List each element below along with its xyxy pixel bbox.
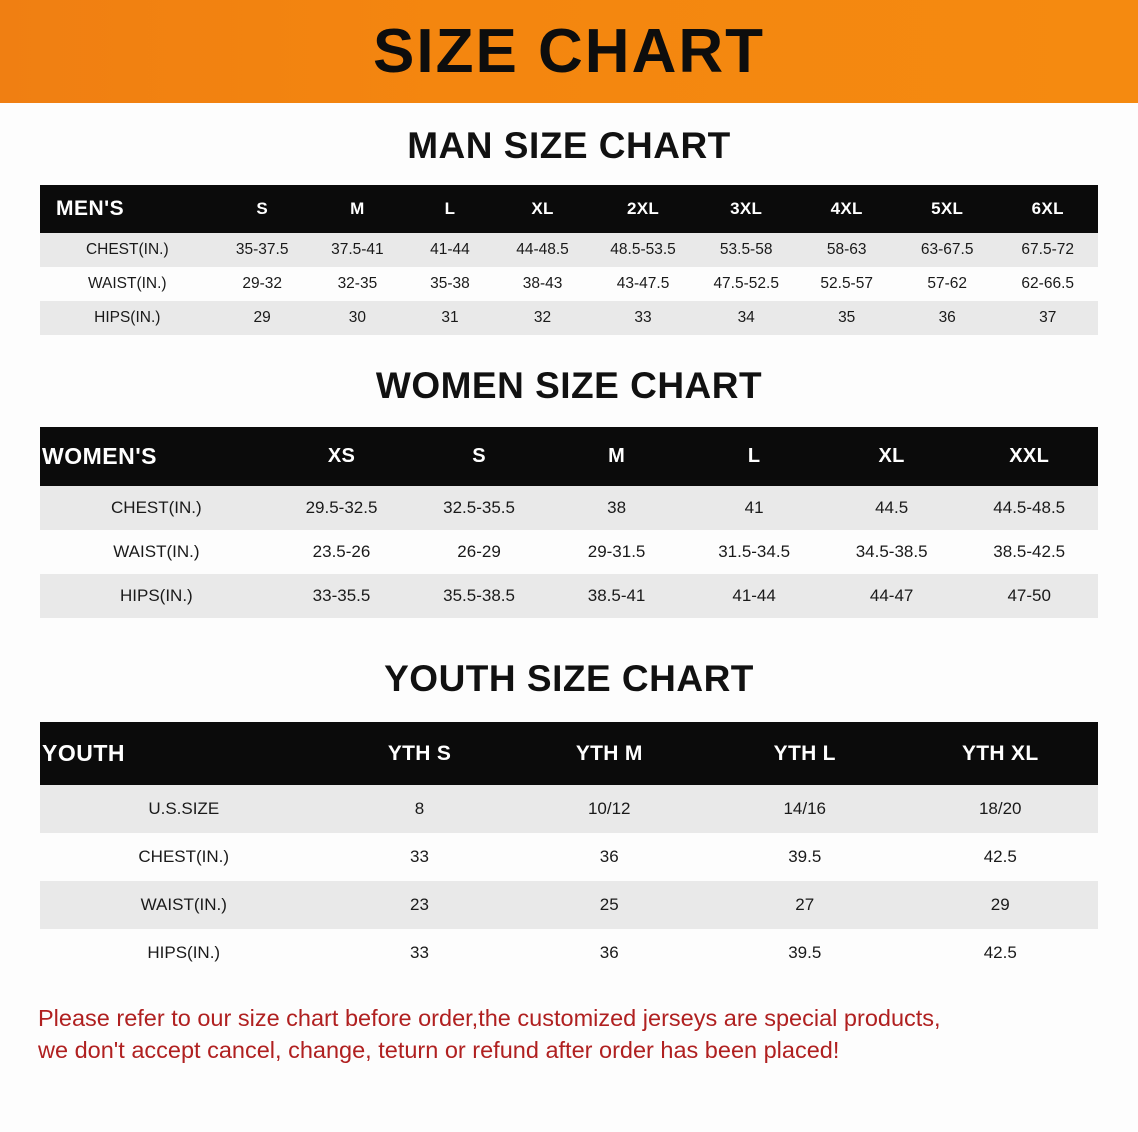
table-cell: 38.5-41: [548, 574, 686, 618]
column-header: M: [310, 185, 405, 233]
row-label: CHEST(IN.): [40, 486, 273, 530]
table-cell: 41: [685, 486, 823, 530]
row-label: WAIST(IN.): [40, 267, 215, 301]
table-cell: 36: [511, 929, 707, 977]
column-header: S: [410, 427, 548, 486]
table-cell: 47.5-52.5: [696, 267, 797, 301]
table-cell: 36: [511, 833, 707, 881]
table-cell: 33: [590, 301, 696, 335]
table-cell: 26-29: [410, 530, 548, 574]
table-cell: 44.5: [823, 486, 961, 530]
column-header: M: [548, 427, 686, 486]
table-row: [40, 785, 1098, 833]
table-cell: 32.5-35.5: [410, 486, 548, 530]
man-table-wrap: [0, 185, 1138, 335]
table-cell: 8: [328, 785, 512, 833]
table-cell: 18/20: [902, 785, 1098, 833]
youth-table-head: [40, 722, 1098, 785]
women-size-table: [40, 427, 1098, 618]
table-row: [40, 301, 1098, 335]
column-header: YTH XL: [902, 722, 1098, 785]
table-cell: 63-67.5: [897, 233, 998, 267]
column-header: 2XL: [590, 185, 696, 233]
table-row: [40, 881, 1098, 929]
table-cell: 43-47.5: [590, 267, 696, 301]
table-header-row: [40, 185, 1098, 233]
table-row: [40, 929, 1098, 977]
table-cell: 27: [707, 881, 903, 929]
table-cell: 29-32: [215, 267, 310, 301]
table-cell: 41-44: [405, 233, 495, 267]
column-header: XL: [495, 185, 590, 233]
column-header: 6XL: [997, 185, 1098, 233]
column-header: XS: [273, 427, 411, 486]
women-table-wrap: [0, 427, 1138, 618]
column-header: YTH M: [511, 722, 707, 785]
women-table-body: [40, 486, 1098, 618]
table-cell: 25: [511, 881, 707, 929]
table-cell: 67.5-72: [997, 233, 1098, 267]
table-cell: 35-38: [405, 267, 495, 301]
disclaimer-line-1: Please refer to our size chart before order,the customized jerseys are special products,: [38, 1005, 941, 1031]
column-header: 4XL: [796, 185, 897, 233]
man-table-head: [40, 185, 1098, 233]
column-header: 3XL: [696, 185, 797, 233]
table-corner-label: WOMEN'S: [40, 427, 273, 486]
table-corner-label: YOUTH: [40, 722, 328, 785]
table-cell: 38-43: [495, 267, 590, 301]
table-cell: 23: [328, 881, 512, 929]
table-cell: 34: [696, 301, 797, 335]
table-cell: 38: [548, 486, 686, 530]
disclaimer-line-2: we don't accept cancel, change, teturn or refund after order has been placed!: [38, 1036, 840, 1063]
row-label: HIPS(IN.): [40, 301, 215, 335]
table-cell: 38.5-42.5: [960, 530, 1098, 574]
table-cell: 33-35.5: [273, 574, 411, 618]
banner: [0, 0, 1138, 103]
table-cell: 48.5-53.5: [590, 233, 696, 267]
column-header: XL: [823, 427, 961, 486]
table-header-row: [40, 427, 1098, 486]
table-row: [40, 267, 1098, 301]
disclaimer-note: [38, 1003, 1100, 1066]
table-cell: 31.5-34.5: [685, 530, 823, 574]
table-row: [40, 530, 1098, 574]
table-row: [40, 233, 1098, 267]
row-label: HIPS(IN.): [40, 929, 328, 977]
table-cell: 58-63: [796, 233, 897, 267]
row-label: WAIST(IN.): [40, 881, 328, 929]
table-cell: 44-47: [823, 574, 961, 618]
table-cell: 41-44: [685, 574, 823, 618]
table-header-row: [40, 722, 1098, 785]
youth-table-body: [40, 785, 1098, 977]
table-cell: 35-37.5: [215, 233, 310, 267]
table-cell: 10/12: [511, 785, 707, 833]
column-header: 5XL: [897, 185, 998, 233]
table-cell: 37.5-41: [310, 233, 405, 267]
man-table-body: [40, 233, 1098, 335]
table-cell: 57-62: [897, 267, 998, 301]
table-cell: 42.5: [902, 833, 1098, 881]
youth-section-title: YOUTH SIZE CHART: [384, 658, 754, 699]
table-cell: 33: [328, 929, 512, 977]
column-header: L: [685, 427, 823, 486]
table-cell: 32-35: [310, 267, 405, 301]
table-cell: 29: [902, 881, 1098, 929]
table-cell: 33: [328, 833, 512, 881]
row-label: WAIST(IN.): [40, 530, 273, 574]
women-table-head: [40, 427, 1098, 486]
table-cell: 35.5-38.5: [410, 574, 548, 618]
youth-table-wrap: [0, 722, 1138, 977]
youth-size-table: [40, 722, 1098, 977]
table-cell: 34.5-38.5: [823, 530, 961, 574]
table-cell: 29: [215, 301, 310, 335]
row-label: CHEST(IN.): [40, 833, 328, 881]
table-row: [40, 574, 1098, 618]
table-cell: 44-48.5: [495, 233, 590, 267]
table-cell: 39.5: [707, 833, 903, 881]
man-section-title: MAN SIZE CHART: [407, 125, 731, 166]
column-header: YTH S: [328, 722, 512, 785]
column-header: XXL: [960, 427, 1098, 486]
table-cell: 53.5-58: [696, 233, 797, 267]
table-cell: 31: [405, 301, 495, 335]
table-cell: 42.5: [902, 929, 1098, 977]
table-cell: 35: [796, 301, 897, 335]
women-section-title: WOMEN SIZE CHART: [375, 365, 763, 406]
table-row: [40, 833, 1098, 881]
table-cell: 36: [897, 301, 998, 335]
table-cell: 29-31.5: [548, 530, 686, 574]
page-title: SIZE CHART: [373, 16, 765, 86]
table-cell: 30: [310, 301, 405, 335]
table-row: [40, 486, 1098, 530]
column-header: S: [215, 185, 310, 233]
table-cell: 23.5-26: [273, 530, 411, 574]
table-cell: 14/16: [707, 785, 903, 833]
table-corner-label: MEN'S: [40, 185, 215, 233]
table-cell: 37: [997, 301, 1098, 335]
table-cell: 52.5-57: [796, 267, 897, 301]
table-cell: 62-66.5: [997, 267, 1098, 301]
row-label: CHEST(IN.): [40, 233, 215, 267]
row-label: HIPS(IN.): [40, 574, 273, 618]
column-header: L: [405, 185, 495, 233]
table-cell: 32: [495, 301, 590, 335]
table-cell: 44.5-48.5: [960, 486, 1098, 530]
table-cell: 29.5-32.5: [273, 486, 411, 530]
table-cell: 47-50: [960, 574, 1098, 618]
table-cell: 39.5: [707, 929, 903, 977]
man-size-table: [40, 185, 1098, 335]
row-label: U.S.SIZE: [40, 785, 328, 833]
column-header: YTH L: [707, 722, 903, 785]
